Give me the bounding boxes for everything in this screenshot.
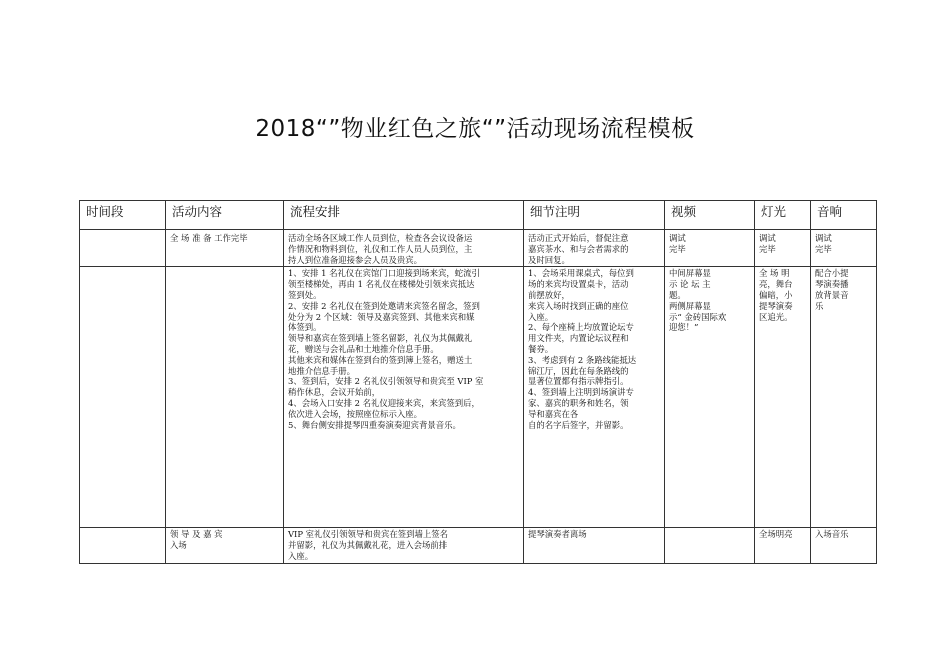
cell-line: 依次进入会场，按照座位标示入座。 — [288, 408, 422, 419]
cell-detail — [524, 230, 665, 267]
cell-line: 2、每个座椅上均放置论坛专 — [528, 322, 634, 333]
cell-line: 完毕 — [759, 243, 776, 254]
cell-time — [80, 528, 166, 563]
cell-line: 中间屏幕显 — [669, 268, 711, 279]
cell-light — [755, 267, 811, 528]
cell-line: 提琴演奏 — [759, 300, 793, 311]
cell-line: 处分为 2 个区域：领导及嘉宾签到、其他来宾和媒 — [288, 311, 475, 322]
cell-line: 自的名字后签字，并留影。 — [528, 419, 629, 430]
cell-flow — [284, 528, 524, 563]
cell-line: 入座。 — [528, 311, 554, 322]
cell-line: 1、安排 1 名礼仪在宾馆门口迎接到场来宾，蛇流引 — [288, 268, 480, 279]
cell-line: 琴演奏播 — [815, 279, 849, 290]
cell-line: 持人到位准备迎接参会人员及贵宾。 — [288, 254, 422, 265]
cell-line: 花，赠送与会礼品和土地推介信息手册。 — [288, 343, 439, 354]
cell-line: 体签到。 — [288, 322, 322, 333]
table-row — [80, 267, 877, 528]
cell-line: 全 场 准 备 工作完毕 — [170, 233, 248, 243]
cell-video — [665, 267, 755, 528]
header-time: 时间段 — [80, 201, 166, 230]
cell-content — [166, 267, 284, 528]
cell-line: 全 场 明 — [759, 268, 790, 279]
cell-line: 入场 — [170, 540, 187, 551]
cell-line: 3、签到后，安排 2 名礼仪引领领导和贵宾至 VIP 室 — [288, 376, 484, 387]
cell-line: 场的来宾均设置桌卡，活动 — [528, 279, 629, 290]
cell-line: 题。 — [669, 289, 686, 300]
cell-line: 2、安排 2 名礼仪在签到处邀请来宾签名留念，签到 — [288, 300, 480, 311]
cell-line: 乐 — [815, 300, 824, 311]
cell-line: 前摆放好， — [528, 289, 570, 300]
cell-line: 入场音乐 — [815, 529, 849, 540]
cell-flow — [284, 267, 524, 528]
table-header-row — [80, 201, 877, 230]
cell-line: 3、考虑到有 2 条路线能抵达 — [528, 354, 637, 365]
cell-line: 调试 — [669, 233, 686, 243]
table-row — [80, 528, 877, 563]
cell-line: 偏暗，小 — [759, 289, 793, 300]
cell-line: 4、会场入口安排 2 名礼仪迎接来宾，来宾签到后， — [288, 397, 480, 408]
cell-line: 作情况和物料到位，礼仪和工作人员人员到位，主 — [288, 243, 473, 254]
cell-time — [80, 267, 166, 528]
cell-content — [166, 528, 284, 563]
cell-detail — [524, 267, 665, 528]
header-content: 活动内容 — [166, 201, 284, 230]
cell-line: 领导和嘉宾在签到墙上签名留影，礼仪为其佩戴礼 — [288, 333, 473, 344]
cell-line: 显著位置都有指示牌指引。 — [528, 376, 629, 387]
cell-line: 及时回复。 — [528, 254, 570, 265]
cell-line: 迎您！” — [669, 322, 699, 333]
header-detail: 细节注明 — [524, 201, 665, 230]
cell-line: VIP 室礼仪引领领导和贵宾在签到墙上签名 — [288, 529, 449, 540]
cell-line: 完毕 — [815, 243, 832, 254]
cell-line: 签到处。 — [288, 289, 322, 300]
document-title: 2018“”物业红色之旅“”活动现场流程模板 — [255, 116, 695, 142]
header-flow: 流程安排 — [284, 201, 524, 230]
cell-line: 1、会场采用课桌式，每位到 — [528, 268, 634, 279]
cell-line: 餐券。 — [528, 343, 554, 354]
cell-line: 地推介信息手册。 — [288, 365, 355, 376]
cell-line: 来宾入场时找到正确的座位 — [528, 300, 629, 311]
header-light: 灯光 — [755, 201, 811, 230]
cell-video — [665, 528, 755, 563]
cell-line: 稍作休息，会议开始前， — [288, 387, 381, 398]
cell-line: 用文件夹，内置论坛议程和 — [528, 333, 629, 344]
cell-light — [755, 230, 811, 267]
cell-line: 区追光。 — [759, 311, 793, 322]
cell-detail — [524, 528, 665, 563]
cell-line: 活动全场各区域工作人员到位，检查各会议设备运 — [288, 233, 473, 243]
cell-content — [166, 230, 284, 267]
cell-line: 家、嘉宾的职务和姓名，领 — [528, 397, 629, 408]
cell-line: 导和嘉宾在各 — [528, 408, 579, 419]
cell-line: 完毕 — [669, 243, 686, 254]
cell-line: 领 导 及 嘉 宾 — [170, 529, 223, 540]
cell-audio — [811, 528, 877, 563]
cell-audio — [811, 230, 877, 267]
cell-line: 示“ 金砖国际欢 — [669, 311, 727, 322]
cell-line: 4、签到墙上注明到场演讲专 — [528, 387, 634, 398]
cell-line: 并留影，礼仪为其佩戴礼花，进入会场前排 — [288, 540, 448, 551]
cell-line: 活动正式开始后，督促注意 — [528, 233, 629, 243]
cell-audio — [811, 267, 877, 528]
cell-line: 调试 — [759, 233, 776, 243]
cell-line: 示 论 坛 主 — [669, 279, 711, 290]
cell-flow — [284, 230, 524, 267]
cell-line: 全场明亮 — [759, 529, 793, 540]
cell-line: 调试 — [815, 233, 832, 243]
cell-line: 两侧屏幕显 — [669, 300, 711, 311]
cell-line: 配合小提 — [815, 268, 849, 279]
cell-video — [665, 230, 755, 267]
cell-line: 提琴演奏者离场 — [528, 529, 587, 540]
cell-line: 放背景音 — [815, 289, 849, 300]
cell-line: 嘉宾茶水、和与会者需求的 — [528, 243, 629, 254]
cell-time — [80, 230, 166, 267]
cell-light — [755, 528, 811, 563]
cell-line: 领至楼梯处，再由 1 名礼仪在楼梯处引领来宾抵达 — [288, 279, 475, 290]
cell-line: 亮，舞台 — [759, 279, 793, 290]
cell-line: 5、舞台侧安排提琴四重奏演奏迎宾背景音乐。 — [288, 419, 461, 430]
table-row — [80, 230, 877, 267]
cell-line: 锦江厅，因此在每条路线的 — [528, 365, 629, 376]
header-audio: 音响 — [811, 201, 877, 230]
cell-line: 入座。 — [288, 550, 314, 561]
activity-flow-table — [79, 200, 877, 564]
header-video: 视频 — [665, 201, 755, 230]
cell-line: 其他来宾和媒体在签到台的签到簿上签名，赠送土 — [288, 354, 473, 365]
